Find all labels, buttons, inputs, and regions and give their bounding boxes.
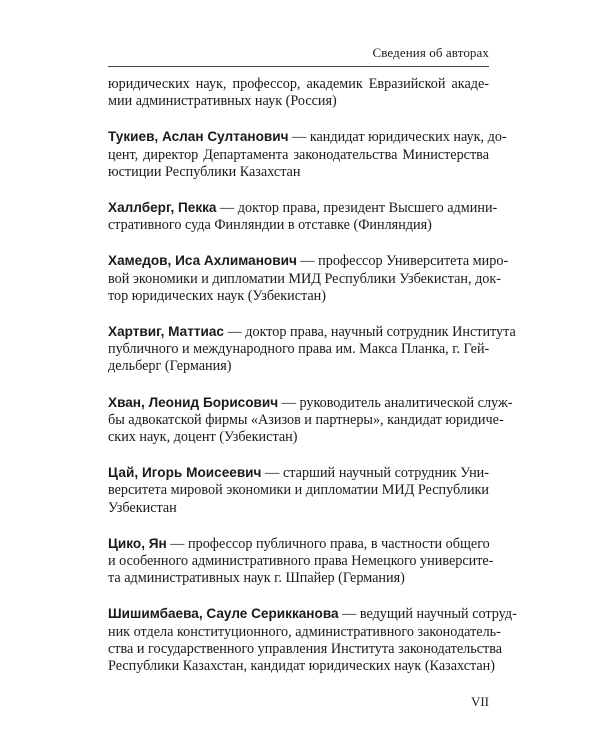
running-header: Сведения об авторах [372, 45, 489, 60]
author-entry [108, 76, 489, 110]
entry-text: — профессор публичного права, в частности общего [166, 535, 490, 552]
entry-line [108, 323, 516, 341]
author-entry [108, 605, 517, 675]
author-list [108, 76, 517, 693]
entry-line: дельберг (Германия) [108, 358, 232, 375]
author-entry [108, 464, 489, 517]
entry-line: верситета мировой экономики и дипломатии МИД Республики [108, 482, 490, 499]
author-entry [108, 128, 507, 181]
entry-line: ства и государственного управления Института законодательства [108, 640, 503, 657]
author-entry [108, 394, 513, 447]
header-rule [108, 66, 489, 67]
author-name: Шишимбаева, Сауле Серикканова [108, 606, 339, 622]
author-name: Тукиев, Аслан Султанович [108, 129, 289, 145]
entry-line [108, 252, 509, 270]
entry-line: юстиции Республики Казахстан [108, 163, 301, 180]
entry-line: та административных наук г. Шпайер (Германия) [108, 570, 405, 587]
entry-line: цент, директор Департамента законодательства Министерства [108, 146, 489, 163]
author-name: Хван, Леонид Борисович [108, 394, 279, 410]
entry-line: тор юридических наук (Узбекистан) [108, 287, 326, 304]
author-entry [108, 323, 516, 376]
author-entry [108, 199, 498, 234]
entry-text: — доктор права, научный сотрудник Института [224, 324, 516, 341]
entry-text: — кандидат юридических наук, до- [288, 129, 507, 146]
entry-text: — старший научный сотрудник Уни- [261, 465, 489, 482]
entry-line [108, 199, 498, 217]
entry-line: стративного суда Финляндии в отставке (Финляндия) [108, 217, 432, 234]
entry-line: Узбекистан [108, 499, 177, 516]
entry-text: — ведущий научный сотруд- [338, 606, 517, 623]
entry-line: ских наук, доцент (Узбекистан) [108, 429, 298, 446]
author-entry [108, 535, 494, 588]
page-number: VII [470, 694, 489, 709]
author-name: Цай, Игорь Моисеевич [108, 465, 262, 481]
entry-line [108, 394, 513, 412]
entry-line: Республики Казахстан, кандидат юридических наук (Казахстан) [108, 658, 495, 675]
entry-text: — руководитель аналитической служ- [278, 394, 513, 411]
entry-line [108, 128, 507, 146]
author-name: Цико, Ян [108, 535, 167, 551]
entry-line: и особенного административного права Немецкого университе- [108, 553, 494, 570]
entry-line: бы адвокатской фирмы «Азизов и партнеры», кандидат юридиче- [108, 411, 504, 428]
author-entry [108, 252, 509, 305]
entry-line: вой экономики и дипломатии МИД Республики Узбекистан, док- [108, 270, 502, 287]
author-name: Хартвиг, Маттиас [108, 324, 224, 340]
entry-line: мии административных наук (Россия) [108, 93, 337, 110]
entry-text: — профессор Университета миро- [296, 253, 509, 270]
author-name: Халлберг, Пекка [108, 200, 217, 216]
entry-line: ник отдела конституционного, административного законодатель- [108, 623, 501, 640]
entry-line [108, 535, 489, 553]
entry-line: публичного и международного права им. Макса Планка, г. Гей- [108, 341, 490, 358]
entry-text: — доктор права, президент Высшего админи- [216, 200, 498, 217]
entry-line: юридических наук, профессор, академик Евразийской акаде- [108, 76, 489, 92]
entry-line [108, 464, 489, 482]
entry-line [108, 605, 517, 623]
author-name: Хамедов, Иса Ахлиманович [108, 253, 297, 269]
